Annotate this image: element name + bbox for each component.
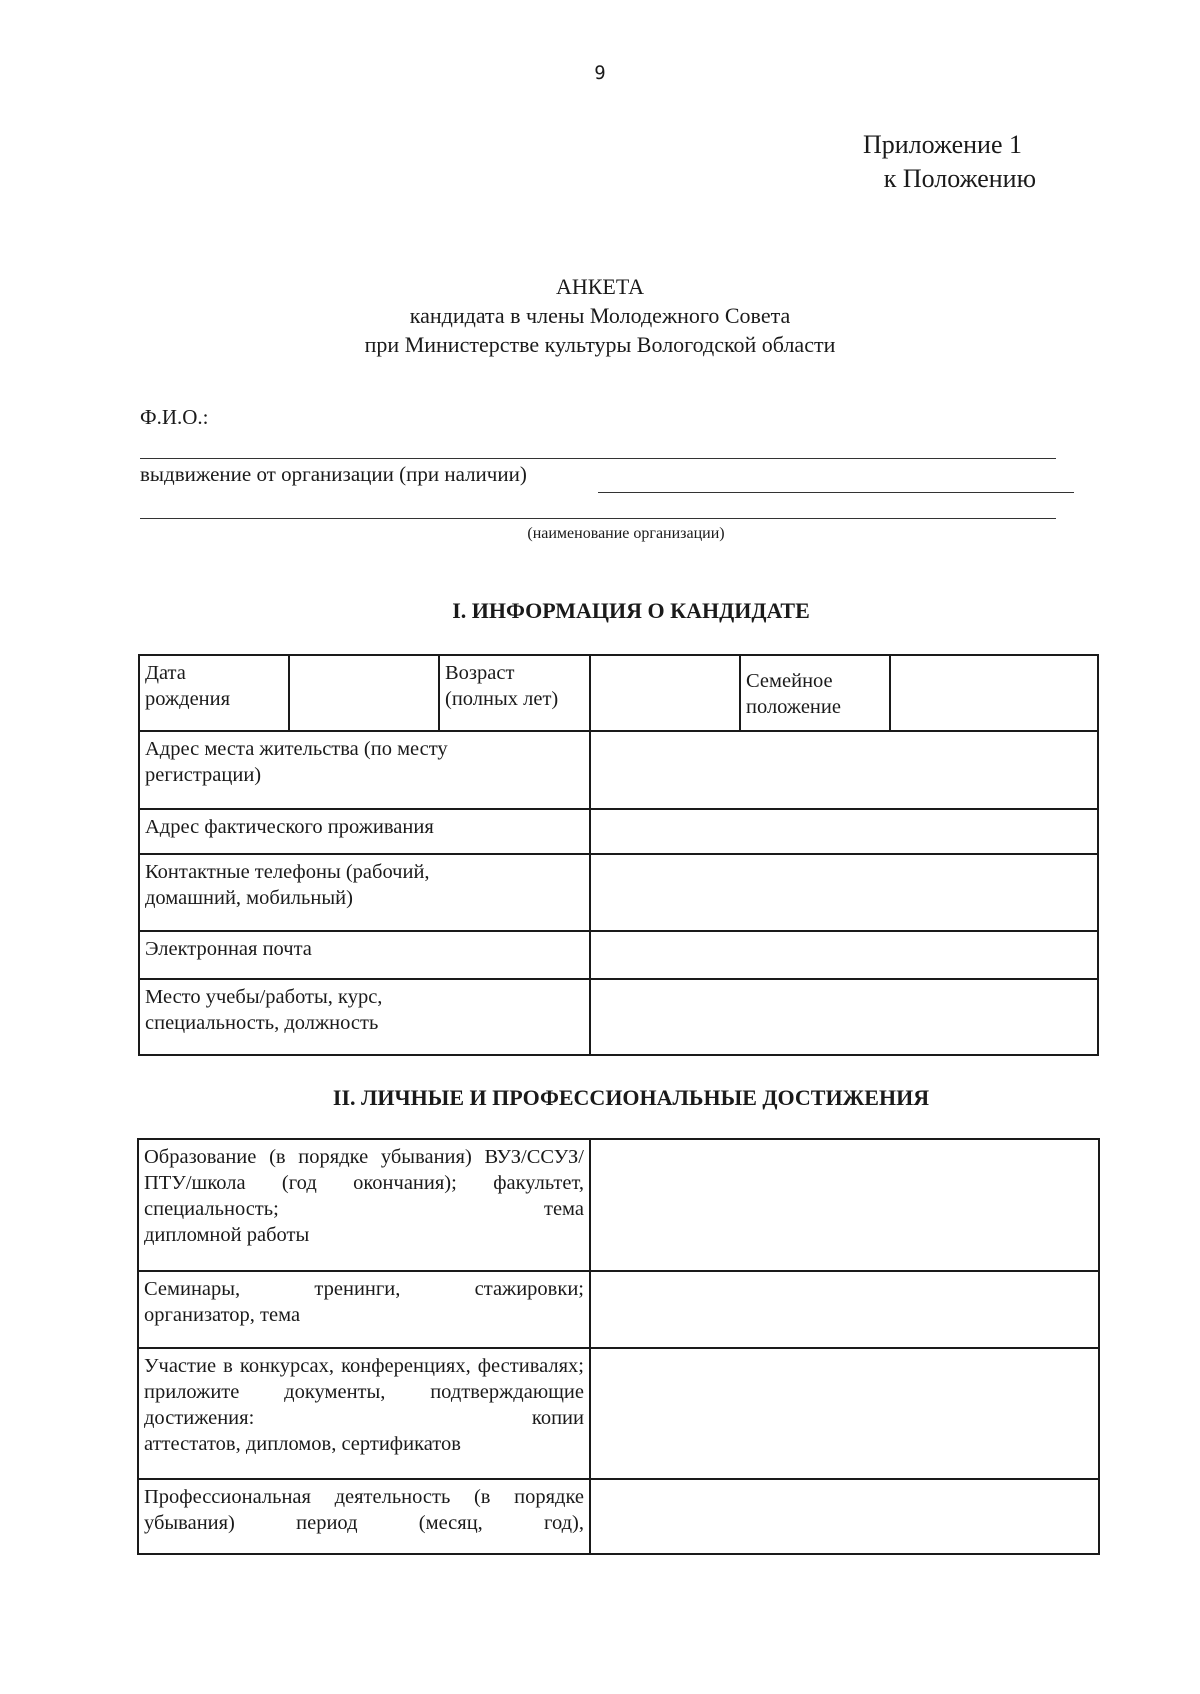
table-row (138, 1139, 1099, 1271)
form-title-subtitle-1: кандидата в члены Молодежного Совета (409, 303, 791, 328)
table-row (139, 854, 1098, 931)
organization-input-line[interactable] (140, 518, 1056, 519)
marital-status-cell[interactable] (890, 655, 1098, 731)
actual-address-label: Адрес фактического проживания (139, 809, 590, 854)
study-work-cell[interactable] (590, 979, 1098, 1055)
study-work-label: Место учебы/работы, курс, специальность, должность (139, 979, 590, 1055)
contests-label: Участие в конкурсах, конференциях, фестивалях; приложите документы, подтверждающие достижения: копии аттестатов, дипломов, сертификатов (138, 1348, 590, 1479)
candidate-info-table (138, 654, 1099, 1056)
table-row (139, 731, 1098, 809)
table-row (139, 809, 1098, 854)
birth-date-cell[interactable] (289, 655, 439, 731)
appendix-label (862, 128, 1036, 196)
professional-activity-label: Профессиональная деятельность (в порядке убывания) период (месяц, год), (138, 1479, 590, 1554)
fio-label: Ф.И.О.: (140, 405, 209, 429)
table-row (138, 1348, 1099, 1479)
organization-caption: (наименование организации) (527, 525, 725, 542)
seminars-cell[interactable] (590, 1271, 1099, 1348)
registration-address-label: Адрес места жительства (по месту регистрации) (139, 731, 590, 809)
form-title (0, 272, 1200, 359)
section-1-heading: I. ИНФОРМАЦИЯ О КАНДИДАТЕ (452, 598, 810, 623)
page-number: 9 (594, 62, 606, 84)
age-cell[interactable] (590, 655, 740, 731)
actual-address-cell[interactable] (590, 809, 1098, 854)
education-label: Образование (в порядке убывания) ВУЗ/ССУЗ/ПТУ/школа (год окончания); факультет, специальность; тема дипломной работы (138, 1139, 590, 1271)
form-title-subtitle-2: при Министерстве культуры Вологодской области (364, 332, 836, 357)
table-row (139, 979, 1098, 1055)
seminars-label: Семинары, тренинги, стажировки; организатор, тема (138, 1271, 590, 1348)
marital-status-label: Семейное положение (740, 655, 890, 731)
age-label: Возраст (полных лет) (439, 655, 590, 731)
professional-activity-cell[interactable] (590, 1479, 1099, 1554)
phones-label: Контактные телефоны (рабочий, домашний, мобильный) (139, 854, 590, 931)
form-title-main: АНКЕТА (555, 274, 645, 299)
table-row (138, 1271, 1099, 1348)
nomination-label: выдвижение от организации (при наличии) (140, 462, 527, 486)
appendix-line-2: к Положению (883, 164, 1036, 193)
email-label: Электронная почта (139, 931, 590, 979)
table-row (138, 1479, 1099, 1554)
table-row (139, 655, 1098, 731)
email-cell[interactable] (590, 931, 1098, 979)
appendix-line-1: Приложение 1 (862, 130, 1022, 159)
contests-cell[interactable] (590, 1348, 1099, 1479)
section-2-heading: II. ЛИЧНЫЕ И ПРОФЕССИОНАЛЬНЫЕ ДОСТИЖЕНИЯ (332, 1085, 930, 1110)
education-cell[interactable] (590, 1139, 1099, 1271)
nomination-input-line[interactable] (598, 492, 1074, 493)
fio-input-line[interactable] (140, 458, 1056, 459)
registration-address-cell[interactable] (590, 731, 1098, 809)
table-row (139, 931, 1098, 979)
achievements-table (137, 1138, 1100, 1555)
phones-cell[interactable] (590, 854, 1098, 931)
birth-date-label: Дата рождения (139, 655, 289, 731)
